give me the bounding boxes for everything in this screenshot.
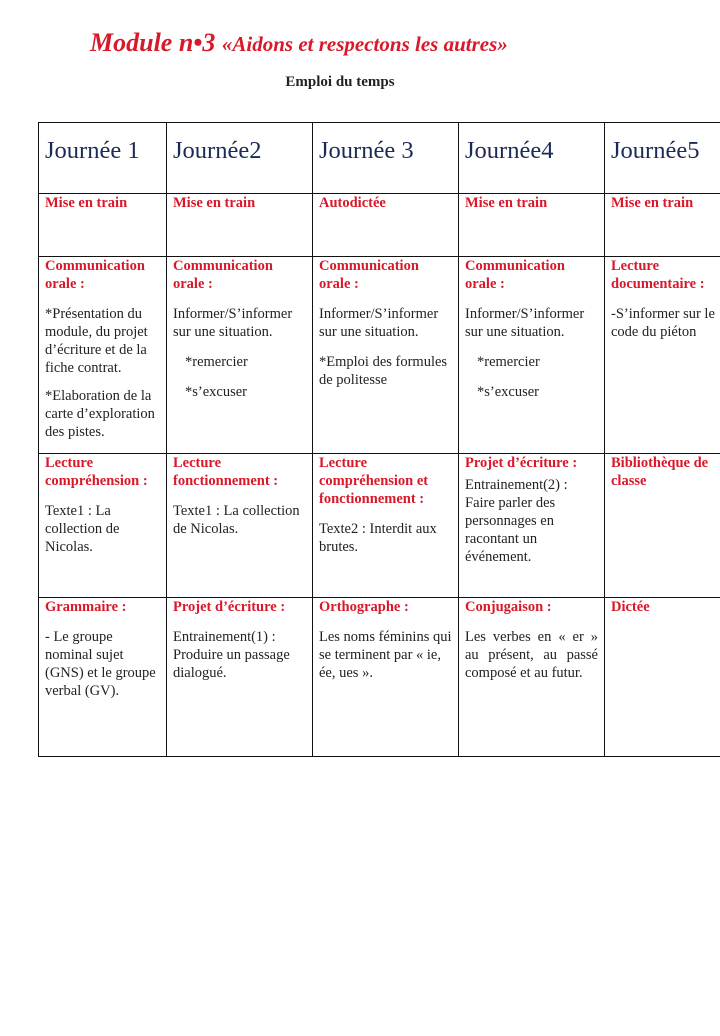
day-2-header: Journée2 — [167, 123, 313, 194]
table-cell — [167, 598, 313, 757]
activity-text: Informer/S’informer sur une situation. — [319, 306, 439, 340]
activity-text: *s’excuser — [477, 384, 540, 400]
activity-text: *Emploi des formules de politesse — [319, 354, 448, 388]
table-cell — [459, 598, 605, 757]
activity-text: Texte1 : La collection de Nicolas. — [45, 503, 120, 555]
activity-heading: Lecture fonctionnement : — [173, 455, 279, 489]
module-number: Module n•3 — [90, 28, 216, 57]
activity-heading: Conjugaison : — [465, 599, 552, 615]
table-cell — [459, 257, 605, 454]
activity-text: -S’informer sur le code du piéton — [611, 306, 715, 340]
activity-text: - Le groupe nominal sujet (GNS) et le groupe verbal (GV). — [45, 629, 156, 699]
activity-text: Texte1 : La collection de Nicolas. — [173, 503, 300, 537]
activity-text: Entrainement(2) : Faire parler des personnages en racontant un événement. — [465, 477, 568, 565]
table-row — [39, 454, 720, 598]
day-4-header: Journée4 — [459, 123, 605, 194]
activity-heading: Mise en train — [45, 195, 128, 211]
activity-heading: Autodictée — [319, 195, 386, 211]
activity-heading: Orthographe : — [319, 599, 409, 615]
activity-heading: Communication orale : — [173, 258, 273, 292]
table-cell — [167, 257, 313, 454]
activity-heading: Projet d’écriture : — [465, 455, 578, 471]
activity-text: Informer/S’informer sur une situation. — [173, 306, 293, 340]
activity-text: Informer/S’informer sur une situation. — [465, 306, 585, 340]
activity-text: *remercier — [185, 354, 248, 370]
table-cell — [605, 194, 720, 257]
day-5-header: Journée5 — [605, 123, 720, 194]
table-row — [39, 194, 720, 257]
activity-heading: Lecture compréhension et fonctionnement : — [319, 455, 429, 507]
activity-text: Les noms féminins qui se terminent par « ie, ée, ues ». — [319, 629, 452, 681]
table-cell — [459, 454, 605, 598]
table-cell — [313, 257, 459, 454]
table-cell — [313, 194, 459, 257]
table-cell — [167, 194, 313, 257]
table-row — [39, 257, 720, 454]
header-row — [39, 123, 720, 194]
activity-text: Entrainement(1) : Produire un passage dialogué. — [173, 629, 290, 681]
activity-text: *s’excuser — [185, 384, 248, 400]
schedule-table — [38, 122, 720, 757]
activity-text: *remercier — [477, 354, 540, 370]
activity-heading: Dictée — [611, 599, 650, 615]
table-cell — [605, 454, 720, 598]
table-cell — [39, 194, 167, 257]
page-title — [90, 28, 508, 58]
activity-heading: Communication orale : — [319, 258, 419, 292]
activity-text: Texte2 : Interdit aux brutes. — [319, 521, 437, 555]
activity-heading: Lecture documentaire : — [611, 258, 705, 292]
activity-heading: Grammaire : — [45, 599, 127, 615]
activity-text: *Présentation du module, du projet d’écriture et de la fiche contrat. — [45, 306, 148, 376]
table-cell — [313, 598, 459, 757]
activity-text: *Elaboration de la carte d’exploration des pistes. — [45, 388, 155, 440]
activity-heading: Mise en train — [465, 195, 548, 211]
table-cell — [313, 454, 459, 598]
activity-heading: Communication orale : — [45, 258, 145, 292]
activity-heading: Lecture compréhension : — [45, 455, 148, 489]
activity-heading: Mise en train — [173, 195, 256, 211]
table-row — [39, 598, 720, 757]
activity-heading: Bibliothèque de classe — [611, 455, 709, 489]
module-theme: «Aidons et respectons les autres» — [221, 32, 508, 56]
table-cell — [605, 257, 720, 454]
table-cell — [39, 454, 167, 598]
day-3-header: Journée 3 — [313, 123, 459, 194]
activity-heading: Communication orale : — [465, 258, 565, 292]
activity-text: Les verbes en « er » au présent, au passé composé et au futur. — [465, 629, 598, 681]
activity-heading: Projet d’écriture : — [173, 599, 286, 615]
table-cell — [605, 598, 720, 757]
table-cell — [39, 598, 167, 757]
schedule-subtitle: Emploi du temps — [285, 74, 395, 90]
day-1-header: Journée 1 — [39, 123, 167, 194]
table-cell — [167, 454, 313, 598]
table-cell — [459, 194, 605, 257]
table-cell — [39, 257, 167, 454]
activity-heading: Mise en train — [611, 195, 694, 211]
